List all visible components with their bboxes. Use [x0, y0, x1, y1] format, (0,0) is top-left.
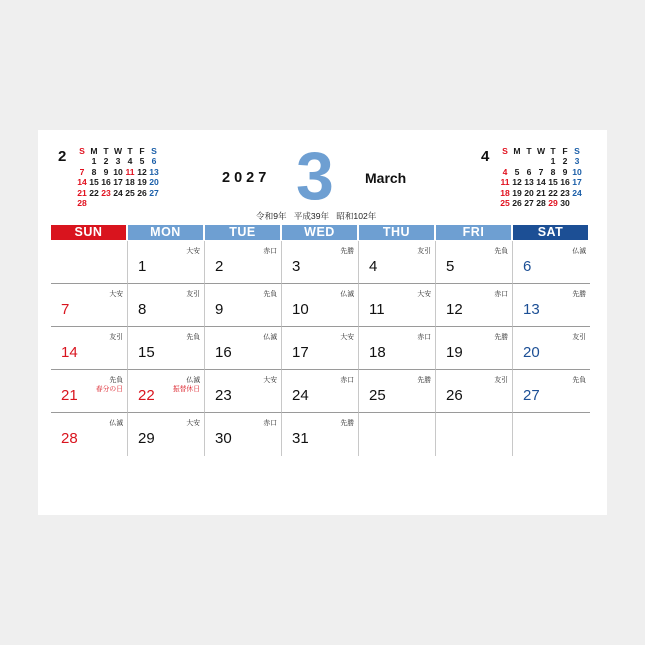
day-cell: [128, 241, 205, 284]
day-number: 11: [369, 301, 385, 318]
day-cell: [282, 413, 359, 456]
rokuyo-label: 仏滅: [109, 420, 123, 427]
prev-month-weekday-label: T: [103, 146, 109, 156]
day-number: 23: [215, 387, 232, 404]
next-month-day: 8: [550, 166, 556, 177]
prev-month-weekday-label: W: [113, 146, 123, 156]
prev-month-day: 22: [89, 187, 99, 198]
next-month-number: 4: [481, 148, 490, 165]
next-month-empty-cell: [523, 156, 535, 166]
prev-month-day: 15: [89, 177, 99, 188]
prev-month-day: 25: [125, 187, 135, 198]
next-month-day: 1: [550, 156, 556, 167]
rokuyo-label: 先勝: [340, 248, 354, 255]
weekday-sat: SAT: [513, 225, 588, 240]
rokuyo-label: 先勝: [572, 291, 586, 298]
rokuyo-label: 大安: [109, 291, 123, 298]
day-number: 5: [446, 258, 455, 275]
day-cell: [205, 284, 282, 327]
next-month-day: 16: [560, 177, 570, 188]
day-cell: [359, 327, 436, 370]
next-month-empty-cell: [511, 156, 523, 166]
day-number: 26: [446, 387, 463, 404]
day-number: 10: [292, 301, 309, 318]
prev-month-weekday-label: S: [151, 146, 157, 156]
day-number: 14: [61, 344, 78, 361]
prev-month-number: 2: [58, 148, 67, 165]
prev-month-day: 9: [103, 166, 109, 177]
rokuyo-label: 仏滅: [340, 291, 354, 298]
day-cell: [359, 370, 436, 413]
rokuyo-label: 大安: [340, 334, 354, 341]
rokuyo-label: 先負: [263, 291, 277, 298]
day-cell: [436, 370, 513, 413]
day-cell: [359, 241, 436, 284]
rokuyo-label: 友引: [109, 334, 123, 341]
next-month-weekday-label: F: [562, 146, 568, 156]
day-grid: [51, 241, 591, 456]
day-cell: [51, 413, 128, 456]
day-cell: [51, 370, 128, 413]
prev-month-day: 16: [101, 177, 111, 188]
day-cell: [128, 284, 205, 327]
weekday-mon: MON: [128, 225, 203, 240]
rokuyo-label: 先負: [572, 377, 586, 384]
prev-month-day: 4: [127, 156, 133, 167]
next-month-weekday-label: M: [513, 146, 521, 156]
day-number: 27: [523, 387, 540, 404]
day-number: 20: [523, 344, 540, 361]
day-cell: [51, 327, 128, 370]
prev-month-day: 12: [137, 166, 147, 177]
next-month-day: 9: [562, 166, 568, 177]
prev-month-day: 28: [77, 197, 87, 208]
day-number: 1: [138, 258, 147, 275]
next-month-day: 4: [502, 166, 508, 177]
day-cell: [282, 370, 359, 413]
day-cell: [205, 413, 282, 456]
rokuyo-label: 友引: [186, 291, 200, 298]
day-number: 30: [215, 430, 232, 447]
next-month-day: 3: [574, 156, 580, 167]
day-number: 31: [292, 430, 309, 447]
day-cell: [128, 370, 205, 413]
prev-month-weekday-label: T: [127, 146, 133, 156]
day-number: 17: [292, 344, 309, 361]
prev-month-weekday-label: S: [79, 146, 85, 156]
prev-month-day: 2: [103, 156, 109, 167]
holiday-label: 春分の日: [95, 386, 123, 393]
day-cell: [436, 241, 513, 284]
next-month-day: 5: [514, 166, 520, 177]
next-month-day: 12: [512, 177, 522, 188]
day-number: 3: [292, 258, 301, 275]
next-month-day: 13: [524, 177, 534, 188]
prev-month-day: 23: [101, 187, 111, 198]
month-number: 3: [296, 138, 334, 214]
day-number: 6: [523, 258, 532, 275]
next-month-weekday-label: S: [574, 146, 580, 156]
prev-month-day: 5: [139, 156, 145, 167]
next-month-day: 18: [500, 187, 510, 198]
rokuyo-label: 大安: [417, 291, 431, 298]
next-month-day: 6: [526, 166, 532, 177]
next-month-day: 10: [572, 166, 582, 177]
rokuyo-label: 友引: [417, 248, 431, 255]
next-month-day: 2: [562, 156, 568, 167]
day-number: 19: [446, 344, 463, 361]
prev-month-weekday-label: F: [139, 146, 145, 156]
empty-day-cell: [51, 241, 128, 284]
next-month-day: 25: [500, 197, 510, 208]
next-month-day: 7: [538, 166, 544, 177]
day-cell: [282, 284, 359, 327]
weekday-wed: WED: [282, 225, 357, 240]
empty-day-cell: [359, 413, 436, 456]
weekday-header: [51, 225, 590, 240]
day-number: 22: [138, 387, 155, 404]
rokuyo-label: 赤口: [417, 334, 431, 341]
prev-month-day: 27: [149, 187, 159, 198]
rokuyo-label: 仏滅: [572, 248, 586, 255]
next-month-day: 21: [536, 187, 546, 198]
day-number: 16: [215, 344, 232, 361]
holiday-label: 振替休日: [172, 386, 200, 393]
weekday-fri: FRI: [436, 225, 511, 240]
day-cell: [282, 327, 359, 370]
rokuyo-label: 友引: [494, 377, 508, 384]
next-month-day: 14: [536, 177, 546, 188]
day-cell: [282, 241, 359, 284]
prev-month-weekday-label: M: [90, 146, 98, 156]
day-cell: [128, 327, 205, 370]
day-cell: [359, 284, 436, 327]
weekday-sun: SUN: [51, 225, 126, 240]
prev-month-day: 8: [91, 166, 97, 177]
day-number: 29: [138, 430, 155, 447]
day-number: 21: [61, 387, 78, 404]
day-number: 7: [61, 301, 70, 318]
rokuyo-label: 先勝: [417, 377, 431, 384]
empty-day-cell: [513, 413, 590, 456]
prev-month-empty-cell: [76, 156, 88, 166]
day-number: 12: [446, 301, 463, 318]
rokuyo-label: 先負: [186, 334, 200, 341]
rokuyo-label: 先勝: [494, 334, 508, 341]
next-month-grid: [499, 146, 583, 208]
day-cell: [436, 284, 513, 327]
next-month-empty-cell: [535, 156, 547, 166]
year-label: 2027: [222, 170, 271, 186]
rokuyo-label: 赤口: [263, 420, 277, 427]
prev-month-day: 17: [113, 177, 123, 188]
day-cell: [205, 241, 282, 284]
day-number: 9: [215, 301, 224, 318]
day-cell: [436, 327, 513, 370]
prev-month-day: 21: [77, 187, 87, 198]
prev-month-day: 19: [137, 177, 147, 188]
prev-month-day: 11: [125, 166, 135, 177]
prev-month-day: 3: [115, 156, 121, 167]
prev-month-day: 1: [91, 156, 97, 167]
next-month-day: 22: [548, 187, 558, 198]
rokuyo-label: 先負: [494, 248, 508, 255]
next-month-day: 23: [560, 187, 570, 198]
next-month-day: 30: [560, 197, 570, 208]
month-name: March: [365, 170, 407, 186]
prev-month-grid: [76, 146, 160, 208]
prev-month-day: 20: [149, 177, 159, 188]
next-month-day: 20: [524, 187, 534, 198]
rokuyo-label: 仏滅: [263, 334, 277, 341]
day-number: 8: [138, 301, 147, 318]
rokuyo-label: 大安: [186, 420, 200, 427]
day-number: 25: [369, 387, 386, 404]
prev-month-day: 7: [79, 166, 85, 177]
day-cell: [128, 413, 205, 456]
next-month-weekday-label: T: [526, 146, 532, 156]
day-cell: [205, 327, 282, 370]
day-number: 28: [61, 430, 78, 447]
day-cell: [513, 327, 590, 370]
weekday-thu: THU: [359, 225, 434, 240]
day-number: 2: [215, 258, 224, 275]
next-month-weekday-label: S: [502, 146, 508, 156]
next-month-weekday-label: T: [550, 146, 556, 156]
prev-month-day: 13: [149, 166, 159, 177]
next-month-weekday-label: W: [536, 146, 546, 156]
next-month-day: 17: [572, 177, 582, 188]
rokuyo-label: 先負: [109, 377, 123, 384]
rokuyo-label: 大安: [186, 248, 200, 255]
empty-day-cell: [436, 413, 513, 456]
prev-month-day: 26: [137, 187, 147, 198]
day-number: 18: [369, 344, 386, 361]
day-number: 13: [523, 301, 540, 318]
prev-month-day: 6: [151, 156, 157, 167]
prev-month-day: 10: [113, 166, 123, 177]
next-month-day: 15: [548, 177, 558, 188]
day-cell: [51, 284, 128, 327]
rokuyo-label: 先勝: [340, 420, 354, 427]
day-cell: [513, 284, 590, 327]
next-month-day: 19: [512, 187, 522, 198]
day-number: 15: [138, 344, 155, 361]
next-month-day: 27: [524, 197, 534, 208]
day-number: 4: [369, 258, 378, 275]
rokuyo-label: 赤口: [340, 377, 354, 384]
rokuyo-label: 赤口: [263, 248, 277, 255]
day-cell: [205, 370, 282, 413]
next-month-day: 29: [548, 197, 558, 208]
prev-month-day: 18: [125, 177, 135, 188]
prev-month-day: 14: [77, 177, 87, 188]
rokuyo-label: 大安: [263, 377, 277, 384]
next-month-day: 28: [536, 197, 546, 208]
rokuyo-label: 仏滅: [186, 377, 200, 384]
next-month-day: 24: [572, 187, 582, 198]
prev-month-day: 24: [113, 187, 123, 198]
next-month-day: 26: [512, 197, 522, 208]
rokuyo-label: 赤口: [494, 291, 508, 298]
rokuyo-label: 友引: [572, 334, 586, 341]
day-cell: [513, 241, 590, 284]
calendar-page: [38, 130, 607, 515]
next-month-day: 11: [500, 177, 510, 188]
day-number: 24: [292, 387, 309, 404]
era-years: 令和9年 平成39年 昭和102年: [256, 211, 377, 221]
day-cell: [513, 370, 590, 413]
weekday-tue: TUE: [205, 225, 280, 240]
next-month-empty-cell: [499, 156, 511, 166]
